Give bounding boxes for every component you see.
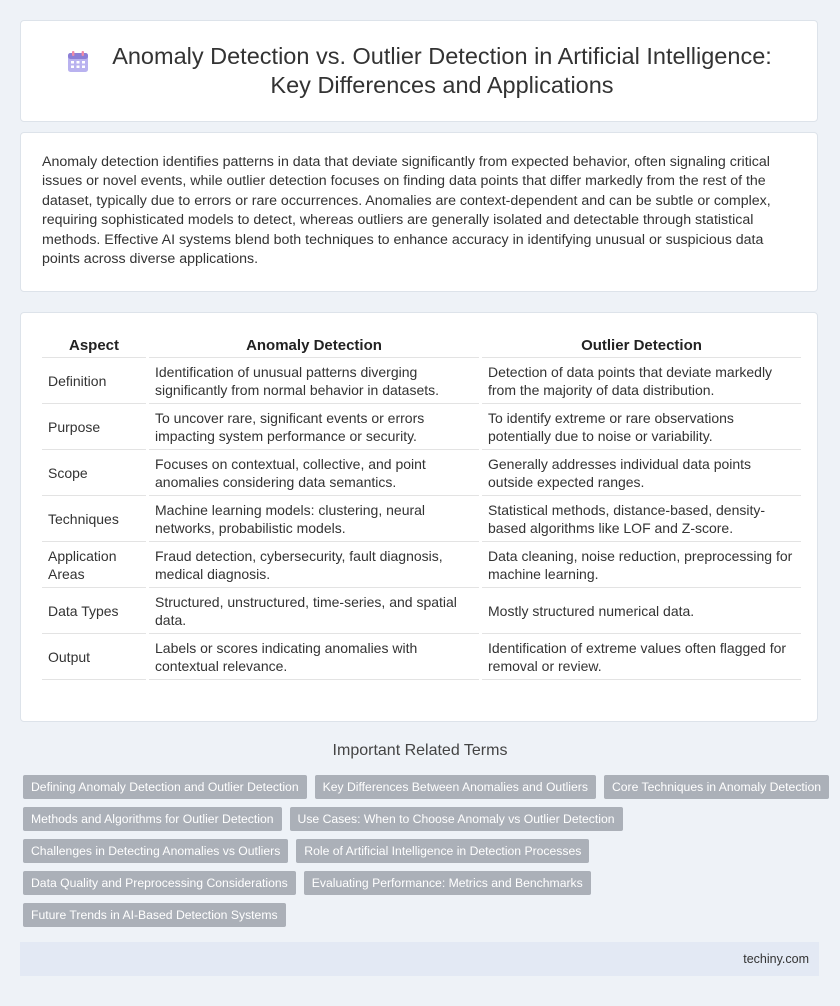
comparison-card — [20, 312, 818, 722]
table-row — [42, 404, 801, 450]
row-aspect: Scope — [42, 450, 146, 496]
related-term-tag[interactable]: Key Differences Between Anomalies and Outliers — [315, 775, 596, 799]
row-aspect: Definition — [42, 358, 146, 404]
calendar-icon — [66, 50, 90, 74]
related-term-tag[interactable]: Core Techniques in Anomaly Detection — [604, 775, 829, 799]
title-line-1: Anomaly Detection vs. Outlier Detection in Artificial Intelligence: — [112, 43, 772, 69]
row-anomaly-cell: To uncover rare, significant events or errors impacting system performance or security. — [149, 404, 479, 450]
row-outlier-cell: Identification of extreme values often flagged for removal or review. — [482, 634, 801, 680]
related-term-tag[interactable]: Future Trends in AI-Based Detection Systems — [23, 903, 286, 927]
related-term-tag[interactable]: Data Quality and Preprocessing Considerations — [23, 871, 296, 895]
row-anomaly-cell: Machine learning models: clustering, neural networks, probabilistic models. — [149, 496, 479, 542]
related-term-tag[interactable]: Defining Anomaly Detection and Outlier Detection — [23, 775, 307, 799]
row-anomaly-cell: Fraud detection, cybersecurity, fault diagnosis, medical diagnosis. — [149, 542, 479, 588]
row-aspect: Data Types — [42, 588, 146, 634]
row-anomaly-cell: Focuses on contextual, collective, and point anomalies considering data semantics. — [149, 450, 479, 496]
intro-paragraph: Anomaly detection identifies patterns in data that deviate significantly from expected behavior, often signaling critical issues or novel events, while outlier detection focuses on finding data points that differ markedly from the rest of the dataset, typically due to errors or rare occurrences. Anomalies are context-dependent and can be subtle or complex, requiring sophisticated models to detect, whereas outliers are generally isolated and detectable through statistical methods. Effective AI systems blend both techniques to enhance accuracy in identifying unusual or suspicious data points across diverse applications. — [42, 154, 771, 268]
tag-row — [23, 839, 823, 863]
table-row — [42, 588, 801, 634]
row-outlier-cell: Data cleaning, noise reduction, preprocessing for machine learning. — [482, 542, 801, 588]
tag-row — [23, 807, 823, 831]
row-aspect: Techniques — [42, 496, 146, 542]
title-wrap — [36, 42, 802, 100]
row-aspect: Application Areas — [42, 542, 146, 588]
row-anomaly-cell: Identification of unusual patterns diverging significantly from normal behavior in datasets. — [149, 358, 479, 404]
page-title — [112, 42, 772, 100]
row-aspect: Output — [42, 634, 146, 680]
table-row — [42, 358, 801, 404]
table-row — [42, 634, 801, 680]
tag-row — [23, 775, 823, 799]
row-anomaly-cell: Structured, unstructured, time-series, and spatial data. — [149, 588, 479, 634]
comparison-table — [42, 333, 801, 680]
table-row — [42, 496, 801, 542]
header-aspect: Aspect — [42, 333, 146, 358]
row-outlier-cell: Mostly structured numerical data. — [482, 588, 801, 634]
related-term-tag[interactable]: Evaluating Performance: Metrics and Benchmarks — [304, 871, 591, 895]
footer-site-link[interactable]: techiny.com — [743, 952, 809, 966]
title-line-2: Key Differences and Applications — [270, 72, 614, 98]
related-term-tag[interactable]: Methods and Algorithms for Outlier Detection — [23, 807, 282, 831]
row-anomaly-cell: Labels or scores indicating anomalies with contextual relevance. — [149, 634, 479, 680]
intro-card — [20, 132, 818, 292]
related-terms-heading: Important Related Terms — [332, 742, 508, 759]
title-card — [20, 20, 818, 122]
header-anomaly-detection: Anomaly Detection — [149, 333, 479, 358]
row-outlier-cell: Statistical methods, distance-based, density-based algorithms like LOF and Z-score. — [482, 496, 801, 542]
tag-row — [23, 871, 823, 895]
related-term-tag[interactable]: Role of Artificial Intelligence in Detection Processes — [296, 839, 589, 863]
table-row — [42, 450, 801, 496]
table-header-row — [42, 333, 801, 358]
table-row — [42, 542, 801, 588]
related-term-tag[interactable]: Challenges in Detecting Anomalies vs Outliers — [23, 839, 288, 863]
row-aspect: Purpose — [42, 404, 146, 450]
header-outlier-detection: Outlier Detection — [482, 333, 801, 358]
related-term-tag[interactable]: Use Cases: When to Choose Anomaly vs Outlier Detection — [290, 807, 623, 831]
related-terms-list — [23, 775, 823, 935]
tag-row — [23, 903, 823, 927]
row-outlier-cell: Detection of data points that deviate markedly from the majority of data distribution. — [482, 358, 801, 404]
footer — [20, 942, 819, 976]
row-outlier-cell: Generally addresses individual data points outside expected ranges. — [482, 450, 801, 496]
row-outlier-cell: To identify extreme or rare observations potentially due to noise or variability. — [482, 404, 801, 450]
